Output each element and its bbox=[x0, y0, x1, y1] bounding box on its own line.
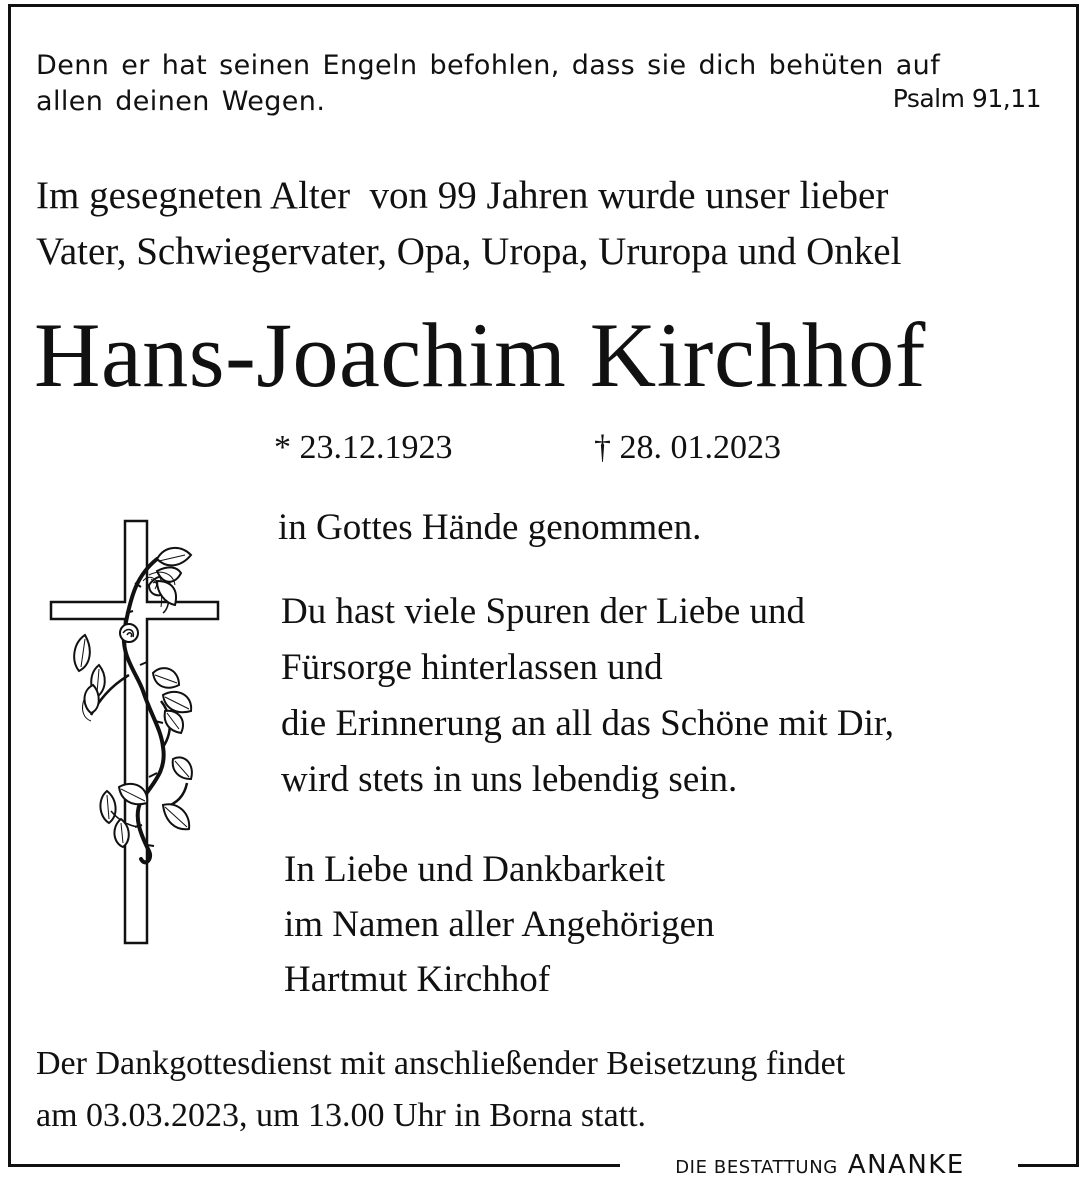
intro-line-2: Vater, Schwiegervater, Opa, Uropa, Ururopa und Onkel bbox=[36, 230, 902, 273]
intro-text bbox=[36, 168, 1056, 280]
signature-line-1: In Liebe und Dankbarkeit bbox=[284, 849, 666, 890]
intro-line-1: Im gesegneten Alter von 99 Jahren wurde unser lieber bbox=[36, 174, 889, 217]
border-bottom-right bbox=[1018, 1164, 1079, 1167]
service-announcement bbox=[36, 1038, 1066, 1142]
taken-text: in Gottes Hände genommen. bbox=[278, 507, 702, 548]
service-line-1: Der Dankgottesdienst mit anschließender Beisetzung findet bbox=[36, 1045, 846, 1082]
signature-block bbox=[284, 842, 984, 1007]
death-date: † 28. 01.2023 bbox=[594, 429, 781, 466]
poem-line-1: Du hast viele Spuren der Liebe und bbox=[281, 591, 806, 632]
poem-line-4: wird stets in uns lebendig sein. bbox=[281, 759, 738, 800]
footer-prefix: DIE BESTATTUNG bbox=[675, 1157, 838, 1178]
bible-verse-line-2: allen deinen Wegen. bbox=[36, 86, 326, 117]
cross-with-rose-icon bbox=[45, 515, 230, 950]
signature-line-2: im Namen aller Angehörigen bbox=[284, 904, 715, 945]
poem bbox=[281, 584, 1061, 808]
poem-line-2: Fürsorge hinterlassen und bbox=[281, 647, 663, 688]
bible-verse-reference: Psalm 91,11 bbox=[892, 84, 1041, 113]
poem-line-3: die Erinnerung an all das Schöne mit Dir, bbox=[281, 703, 894, 744]
footer-brand: ANANKE bbox=[847, 1150, 965, 1180]
bible-verse-line-1: Denn er hat seinen Engeln befohlen, dass sie dich behüten auf bbox=[36, 50, 941, 81]
deceased-name: Hans-Joachim Kirchhof bbox=[34, 304, 926, 406]
funeral-home-footer bbox=[630, 1150, 1010, 1182]
service-line-2: am 03.03.2023, um 13.00 Uhr in Borna statt. bbox=[36, 1097, 647, 1134]
border-bottom-left bbox=[8, 1164, 620, 1167]
birth-date: * 23.12.1923 bbox=[274, 429, 453, 466]
signature-line-3: Hartmut Kirchhof bbox=[284, 959, 551, 1000]
